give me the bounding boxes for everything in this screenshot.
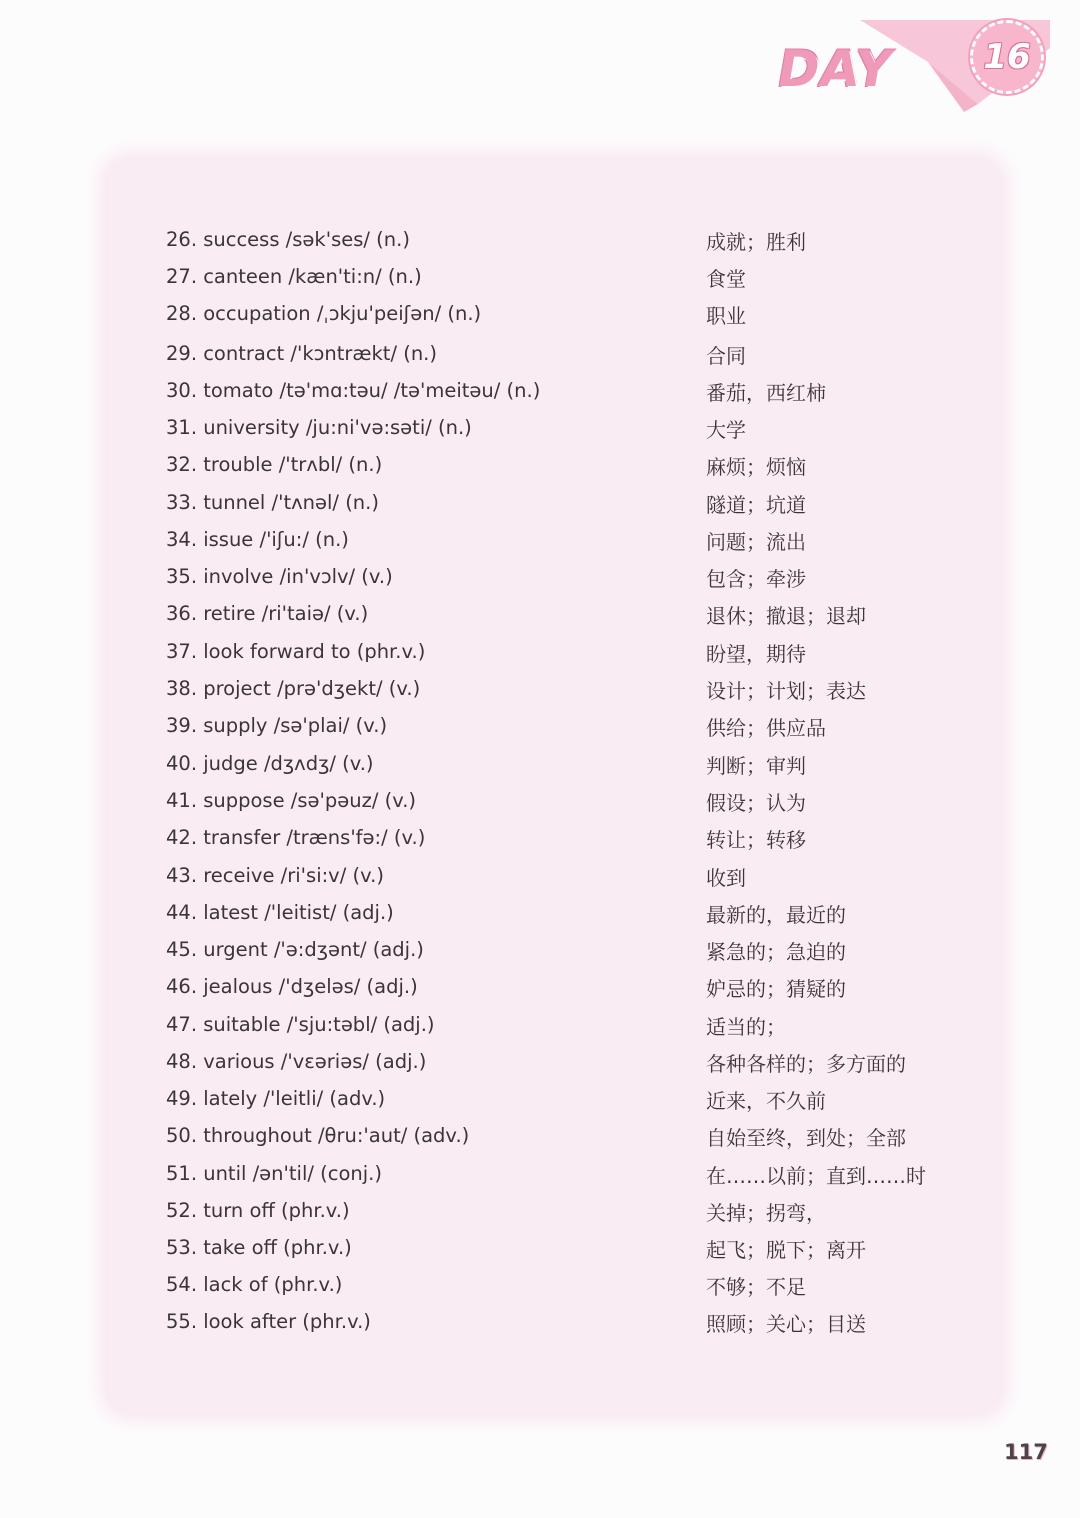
word-meaning: 最新的，最近的 [706, 903, 846, 927]
vocab-row [108, 300, 1000, 337]
vocab-row [108, 1085, 1000, 1122]
vocab-row [108, 1160, 1000, 1197]
word-meaning: 退休；撤退；退却 [706, 604, 866, 628]
word-meaning: 隧道；坑道 [706, 493, 806, 517]
word-meaning: 妒忌的；猜疑的 [706, 977, 846, 1001]
vocab-row [108, 340, 1000, 377]
word-entry: 44. latest /'leitist/ (adj.) [166, 901, 394, 924]
word-entry: 31. university /ju:ni'və:səti/ (n.) [166, 416, 472, 439]
vocab-row [108, 936, 1000, 973]
vocab-row [108, 1308, 1000, 1345]
word-entry: 42. transfer /træns'fə:/ (v.) [166, 826, 426, 849]
word-meaning: 紧急的；急迫的 [706, 940, 846, 964]
word-entry: 46. jealous /'dʒeləs/ (adj.) [166, 975, 418, 998]
word-entry: 28. occupation /ˌɔkju'peiʃən/ (n.) [166, 302, 482, 325]
word-meaning: 成就；胜利 [706, 230, 806, 254]
vocabulary-panel [108, 160, 1000, 1412]
word-meaning: 设计；计划；表达 [706, 679, 866, 703]
vocab-row [108, 414, 1000, 451]
word-entry: 53. take off (phr.v.) [166, 1236, 352, 1259]
word-entry: 51. until /ən'til/ (conj.) [166, 1162, 382, 1185]
word-entry: 30. tomato /tə'mɑ:təu/ /tə'meitəu/ (n.) [166, 379, 541, 402]
word-meaning: 照顾；关心；目送 [706, 1312, 866, 1336]
word-meaning: 自始至终，到处；全部 [706, 1126, 906, 1150]
vocab-row [108, 973, 1000, 1010]
vocab-row [108, 638, 1000, 675]
word-meaning: 假设；认为 [706, 791, 806, 815]
day-label: DAY [772, 40, 898, 98]
day-header-banner [768, 18, 1058, 118]
word-meaning: 包含；牵涉 [706, 567, 806, 591]
word-entry: 32. trouble /'trʌbl/ (n.) [166, 453, 383, 476]
vocab-row [108, 600, 1000, 637]
vocab-row [108, 750, 1000, 787]
word-meaning: 番茄，西红柿 [706, 381, 826, 405]
word-entry: 38. project /prə'dʒekt/ (v.) [166, 677, 421, 700]
word-meaning: 起飞；脱下；离开 [706, 1238, 866, 1262]
word-meaning: 合同 [706, 344, 746, 368]
vocab-row [108, 451, 1000, 488]
word-entry: 43. receive /ri'si:v/ (v.) [166, 864, 384, 887]
word-meaning: 食堂 [706, 267, 746, 291]
word-entry: 37. look forward to (phr.v.) [166, 640, 426, 663]
word-entry: 35. involve /in'vɔlv/ (v.) [166, 565, 393, 588]
vocab-row [108, 1122, 1000, 1159]
word-entry: 40. judge /dʒʌdʒ/ (v.) [166, 752, 374, 775]
vocab-row [108, 1197, 1000, 1234]
vocab-row [108, 563, 1000, 600]
word-meaning: 问题；流出 [706, 530, 806, 554]
word-entry: 27. canteen /kæn'ti:n/ (n.) [166, 265, 422, 288]
word-entry: 41. suppose /sə'pəuz/ (v.) [166, 789, 417, 812]
vocab-row [108, 377, 1000, 414]
vocab-row [108, 263, 1000, 300]
vocab-row [108, 862, 1000, 899]
word-meaning: 转让；转移 [706, 828, 806, 852]
word-meaning: 近来，不久前 [706, 1089, 826, 1113]
word-meaning: 职业 [706, 304, 746, 328]
vocab-row [108, 1271, 1000, 1308]
word-entry: 26. success /sək'ses/ (n.) [166, 228, 410, 251]
word-meaning: 适当的； [706, 1015, 786, 1039]
word-meaning: 不够；不足 [706, 1275, 806, 1299]
day-number: 16 [983, 37, 1031, 77]
word-meaning: 收到 [706, 866, 746, 890]
word-entry: 54. lack of (phr.v.) [166, 1273, 343, 1296]
word-meaning: 盼望，期待 [706, 642, 806, 666]
vocab-row [108, 824, 1000, 861]
word-entry: 52. turn off (phr.v.) [166, 1199, 350, 1222]
vocab-row [108, 1234, 1000, 1271]
vocab-row [108, 899, 1000, 936]
page-number: 117 [1004, 1440, 1048, 1464]
word-entry: 49. lately /'leitli/ (adv.) [166, 1087, 386, 1110]
vocab-row [108, 1048, 1000, 1085]
day-number-badge [970, 20, 1044, 94]
vocab-row [108, 1011, 1000, 1048]
word-entry: 48. various /'vɛəriəs/ (adj.) [166, 1050, 427, 1073]
vocab-row [108, 226, 1000, 263]
word-entry: 55. look after (phr.v.) [166, 1310, 371, 1333]
word-meaning: 供给；供应品 [706, 716, 826, 740]
word-meaning: 在……以前；直到……时 [706, 1164, 926, 1188]
word-meaning: 麻烦；烦恼 [706, 455, 806, 479]
word-entry: 29. contract /'kɔntrækt/ (n.) [166, 342, 437, 365]
vocab-row [108, 489, 1000, 526]
word-entry: 39. supply /sə'plai/ (v.) [166, 714, 388, 737]
word-entry: 45. urgent /'ə:dʒənt/ (adj.) [166, 938, 424, 961]
vocab-row [108, 526, 1000, 563]
vocab-row [108, 787, 1000, 824]
word-entry: 36. retire /ri'taiə/ (v.) [166, 602, 369, 625]
word-meaning: 大学 [706, 418, 746, 442]
word-entry: 50. throughout /θru:'aut/ (adv.) [166, 1124, 470, 1147]
word-meaning: 关掉；拐弯， [706, 1201, 826, 1225]
word-entry: 34. issue /'iʃu:/ (n.) [166, 528, 349, 551]
word-entry: 47. suitable /'sju:təbl/ (adj.) [166, 1013, 435, 1036]
word-entry: 33. tunnel /'tʌnəl/ (n.) [166, 491, 379, 514]
word-meaning: 各种各样的；多方面的 [706, 1052, 906, 1076]
word-meaning: 判断；审判 [706, 754, 806, 778]
vocab-row [108, 675, 1000, 712]
vocab-row [108, 712, 1000, 749]
